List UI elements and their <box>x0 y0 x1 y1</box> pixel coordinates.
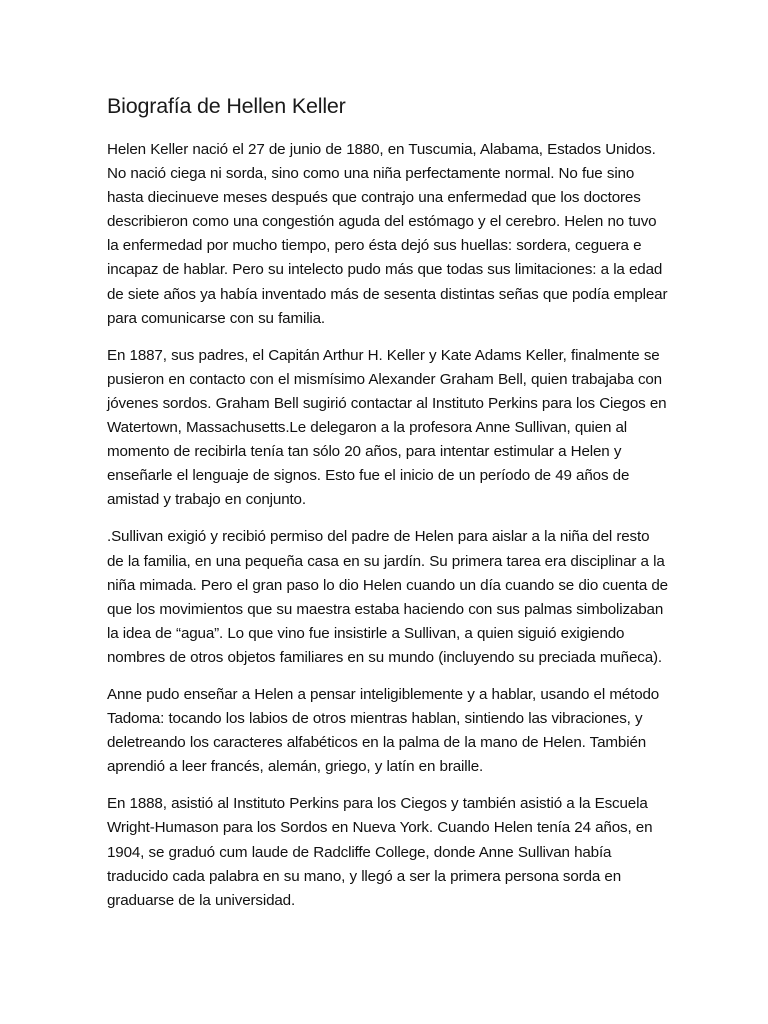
paragraph-tadoma: Anne pudo enseñar a Helen a pensar inteligiblemente y a hablar, usando el método Tadoma: tocando los labios de otros mientras hablan, sintiendo las vibraciones, y deletreando los caracteres alfabéticos en la palma de la mano de Helen. También aprendió a leer francés, alemán, griego, y latín en braille. <box>107 685 660 776</box>
paragraph-birth: Helen Keller nació el 27 de junio de 1880, en Tuscumia, Alabama, Estados Unidos. No nació ciega ni sorda, sino como una niña perfectamente normal. No fue sino hasta diecinueve meses después que contrajo una enfermedad que los doctores describieron como una congestión aguda del estómago y el cerebro. Helen no tuvo la enfermedad por mucho tiempo, pero ésta dejó sus huellas: sordera, ceguera e incapaz de hablar. Pero su intelecto pudo más que todas sus limitaciones: a la edad de siete años ya había inventado más de sesenta distintas señas que podía emplear para comunicarse con su familia. <box>107 141 668 327</box>
document-page <box>107 91 669 926</box>
document-title: Biografía de Hellen Keller <box>107 94 346 118</box>
paragraph-education: En 1888, asistió al Instituto Perkins para los Ciegos y también asistió a la Escuela Wright-Humason para los Sordos en Nueva York. Cuando Helen tenía 24 años, en 1904, se graduó cum laude de Radcliffe College, donde Anne Sullivan había traducido cada palabra en su mano, y llegó a ser la primera persona sorda en graduarse de la universidad. <box>107 795 653 909</box>
paragraph-anne-sullivan: En 1887, sus padres, el Capitán Arthur H. Keller y Kate Adams Keller, finalmente se pusieron en contacto con el mismísimo Alexander Graham Bell, quien trabajaba con jóvenes sordos. Graham Bell sugirió contactar al Instituto Perkins para los Ciegos en Watertown, Massachusetts.Le delegaron a la profesora Anne Sullivan, quien al momento de recibirla tenía tan sólo 20 años, para intentar estimular a Helen y enseñarle el lenguaje de signos. Esto fue el inicio de un período de 49 años de amistad y trabajo en conjunto. <box>107 346 667 509</box>
paragraph-water: .Sullivan exigió y recibió permiso del padre de Helen para aislar a la niña del resto de la familia, en una pequeña casa en su jardín. Su primera tarea era disciplinar a la niña mimada. Pero el gran paso lo dio Helen cuando un día cuando se dio cuenta de que los movimientos que su maestra estaba haciendo con sus palmas simbolizaban la idea de “agua”. Lo que vino fue insistirle a Sullivan, a quien siguió exigiendo nombres de otros objetos familiares en su mundo (incluyendo su preciada muñeca). <box>107 528 668 666</box>
